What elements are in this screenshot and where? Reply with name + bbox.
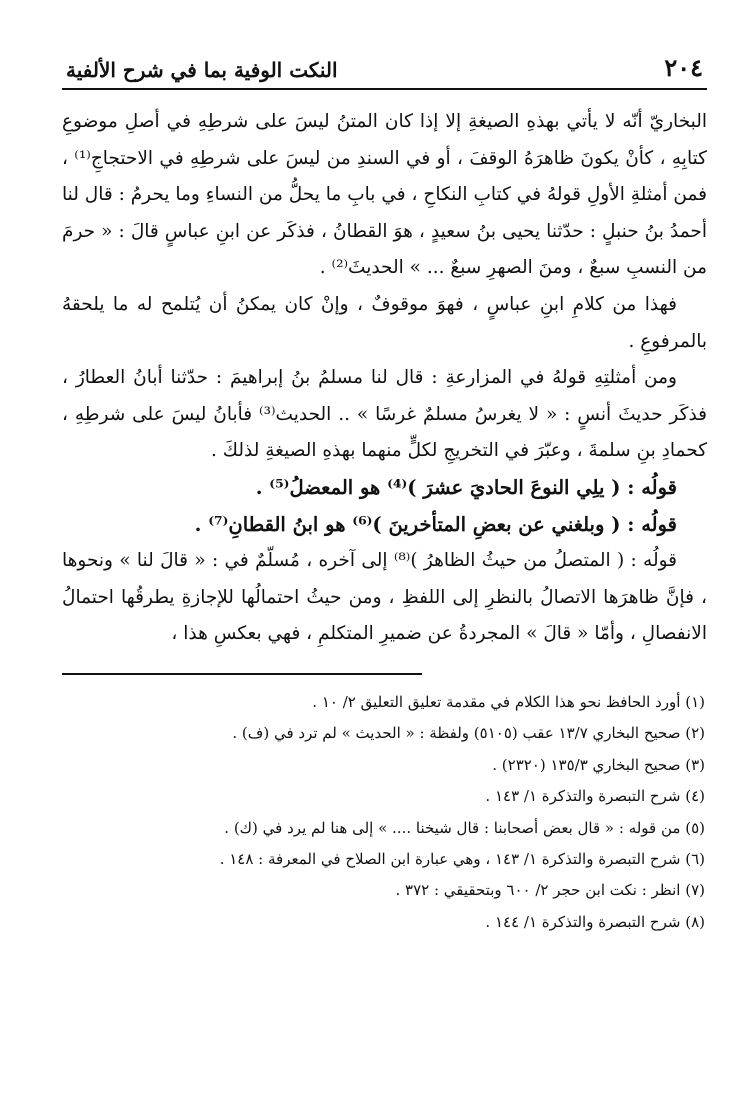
footnote-8: (٨) شرح التبصرة والتذكرة ١/ ١٤٤ .	[485, 912, 705, 931]
footnote-divider	[62, 673, 422, 675]
paragraph-6: قولُه : ( المتصلُ من حيثُ الظاهرُ )⁽⁸⁾ إلى آخره ، مُسلّمٌ في : « قالَ لنا » ونحوها ، فإنَّ ظاهرَها الاتصالُ بالنظرِ إلى اللفظِ ، ومن حيثُ احتمالُها للإجازةِ يطرقُها احتمالُ الانفصالِ ، وأمّا « قالَ » المجردةُ عن ضميرِ المتكلمِ ، فهي بعكسِ هذا ،	[62, 550, 707, 645]
footnote-4: (٤) شرح التبصرة والتذكرة ١/ ١٤٣ .	[485, 787, 705, 806]
footnote-5: (٥) من قوله : « قال بعض أصحابنا : قال شيخنا .... » إلى هنا لم يرد في (ك) .	[224, 818, 705, 837]
paragraph-2: فهذا من كلامِ ابنِ عباسٍ ، فهوَ موقوفٌ ، وإنْ كان يمكنُ أن يُتلمح له ما يلحقهُ بالمرفوعِ .	[62, 293, 707, 352]
footnotes	[62, 687, 707, 938]
running-title: النكت الوفية بما في شرح الألفية	[66, 58, 338, 82]
footnote-2: (٢) صحيح البخاري ١٣/٧ عقب (٥١٠٥) ولفظة : « الحديث » لم ترد في (ف) .	[232, 724, 705, 743]
paragraph-4: قولُه : ( يلِي النوعَ الحاديَ عشرَ )⁽⁴⁾ هو المعضلُ⁽⁵⁾ .	[255, 475, 677, 499]
footnote-6: (٦) شرح التبصرة والتذكرة ١/ ١٤٣ ، وهي عبارة ابن الصلاح في المعرفة : ١٤٨ .	[219, 849, 705, 868]
paragraph-5: قولُه : ( وبلغني عن بعضِ المتأخرينَ )⁽⁶⁾ هو ابنُ القطانِ⁽⁷⁾ .	[194, 512, 677, 536]
page-number: ٢٠٤	[664, 53, 703, 82]
footnote-3: (٣) صحيح البخاري ١٣٥/٣ (٢٣٢٠) .	[492, 755, 705, 774]
paragraph-1: البخاريّ أنّه لا يأتي بهذهِ الصيغةِ إلا إذا كان المتنُ ليسَ على شرطِهِ في أصلِ موضوعِ كتابِهِ ، كأنْ يكونَ ظاهرَهُ الوقفَ ، أو في السندِ من ليسَ على شرطِهِ في الاحتجاجِ⁽¹⁾ ، فمن أمثلةِ الأولِ قولهُ في كتابِ النكاحِ ، في بابِ ما يحلُّ من النساءِ وما يحرمُ : قال لنا أحمدُ بنُ حنبلٍ : حدّثنا يحيى بنُ سعيدٍ ، هوَ القطانُ ، فذكَر عن ابنِ عباسٍ قالَ : « حرمَ من النسبِ سبعٌ ، ومنَ الصهرِ سبعٌ ... » الحديثَ⁽²⁾ .	[62, 111, 707, 279]
paragraph-3: ومن أمثلتِهِ قولهُ في المزارعةِ : قال لنا مسلمُ بنُ إبراهيمَ : حدّثنا أبانُ العطارُ ، فذكَر حديثَ أنسٍ : « لا يغرسُ مسلمٌ غرسًا » .. الحديث⁽³⁾ فأبانُ ليسَ على شرطِهِ ، كحمادِ بنِ سلمةَ ، وعبّرَ في التخريجِ لكلٍّ منهما بهذهِ الصيغةِ لذلكَ .	[62, 367, 707, 462]
footnote-1: (١) أورد الحافظ نحو هذا الكلام في مقدمة تعليق التعليق ٢/ ١٠ .	[312, 692, 705, 711]
page-header	[62, 53, 707, 90]
book-page	[62, 53, 707, 1086]
footnote-7: (٧) انظر : نكت ابن حجر ٢/ ٦٠٠ وبتحقيقي : ٣٧٢ .	[395, 881, 705, 900]
main-text	[62, 104, 707, 653]
